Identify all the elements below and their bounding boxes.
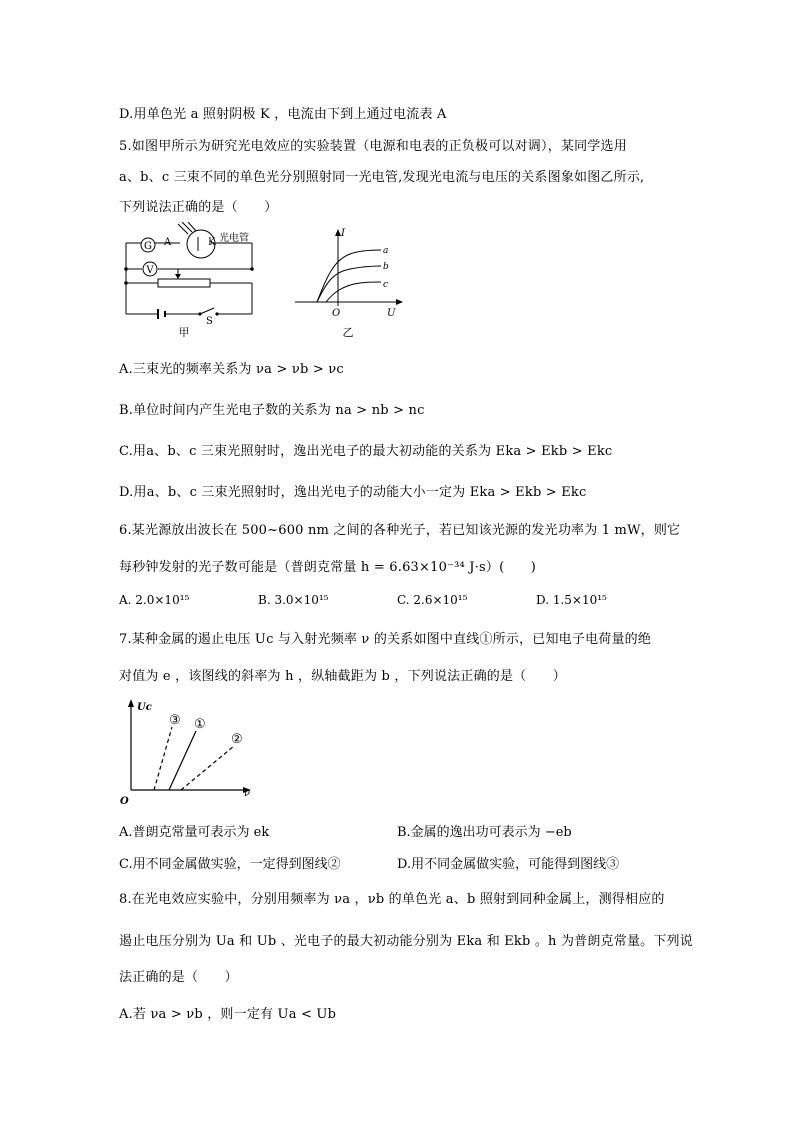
q7-option-d: D.用不同金属做实验，可能得到图线③ <box>397 857 620 872</box>
q6-stem-line-2: 每秒钟发射的光子数可能是（普朗克常量 h = 6.63×10⁻³⁴ J·s）( ) <box>119 560 537 575</box>
figure-caption-yi: 乙 <box>342 326 354 339</box>
q5-option-b: B.单位时间内产生光电子数的关系为 na > nb > nc <box>119 403 425 418</box>
curve-a-label: a <box>383 246 389 256</box>
q4-option-d: D.用单色光 a 照射阴极 K ，电流由下到上通过电流表 A <box>119 107 447 122</box>
q5-option-c: C.用a、b、c 三束光照射时，逸出光电子的最大初动能的关系为 Eka > Ekb > Ekc <box>119 444 613 459</box>
q5-circuit-figure <box>118 222 258 340</box>
q5-option-a: A.三束光的频率关系为 νa > νb > νc <box>119 362 344 377</box>
origin-label: O <box>120 796 129 807</box>
q6-option-a: A. 2.0×10¹⁵ <box>119 593 190 607</box>
q5-stem-line-3: 下列说法正确的是（ ） <box>119 200 278 215</box>
phototube-label: 光电管 <box>219 233 249 244</box>
curve-b-label: b <box>383 262 389 272</box>
curve-c-label: c <box>383 280 389 290</box>
q5-stem-line-2: a、b、c 三束不同的单色光分别照射同一光电管,发现光电流与电压的关系图象如图乙所示, <box>119 170 645 185</box>
line-3 <box>154 727 172 790</box>
q5-iu-graph <box>292 226 412 344</box>
q5-stem-line-1: 5.如图甲所示为研究光电效应的实验装置（电源和电表的正负极可以对调），某同学选用 <box>119 139 627 154</box>
curve-c <box>326 282 381 302</box>
q6-option-b: B. 3.0×10¹⁵ <box>258 593 329 607</box>
line-3-label: ③ <box>169 713 181 728</box>
galvanometer-label: G <box>144 241 152 252</box>
q6-stem-line-1: 6.某光源放出波长在 500~600 nm 之间的各种光子，若已知该光源的发光功率为 1 mW，则它 <box>119 523 681 538</box>
switch-label: S <box>206 316 213 327</box>
q7-option-c: C.用不同金属做实验，一定得到图线② <box>119 857 341 872</box>
line-1-label: ① <box>194 717 206 732</box>
curve-b <box>317 266 381 302</box>
figure-caption-jia: 甲 <box>178 326 190 339</box>
q7-uc-nu-graph <box>114 693 264 808</box>
q6-option-d: D. 1.5×10¹⁵ <box>536 593 607 607</box>
line-2-label: ② <box>231 732 243 747</box>
q7-stem-line-2: 对值为 e ，该图线的斜率为 h ，纵轴截距为 b ，下列说法正确的是（ ） <box>119 669 566 684</box>
cathode-label: K <box>208 237 216 248</box>
anode-label: A <box>164 237 172 248</box>
q8-stem-line-3: 法正确的是（ ） <box>119 970 238 985</box>
q6-option-c: C. 2.6×10¹⁵ <box>397 593 468 607</box>
curve-a <box>317 250 381 302</box>
voltage-axis-label: U <box>387 308 396 319</box>
q7-option-b: B.金属的逸出功可表示为 −eb <box>397 825 572 840</box>
nu-axis-label: ν <box>244 788 251 799</box>
q7-stem-line-1: 7.某种金属的遏止电压 Uc 与入射光频率 ν 的关系如图中直线①所示，已知电子电荷量的绝 <box>119 632 652 647</box>
current-axis-label: I <box>341 228 345 239</box>
voltmeter-label: V <box>146 265 154 276</box>
q8-stem-line-2: 遏止电压分别为 Ua 和 Ub 、光电子的最大初动能分别为 Eka 和 Ekb 。h 为普朗克常量。下列说 <box>119 934 693 949</box>
origin-label: O <box>332 308 341 319</box>
q8-option-a: A.若 νa > νb ，则一定有 Ua < Ub <box>119 1007 337 1022</box>
q5-option-d: D.用a、b、c 三束光照射时，逸出光电子的动能大小一定为 Eka > Ekb > Ekc <box>119 485 587 500</box>
q7-option-a: A.普朗克常量可表示为 ek <box>119 825 270 840</box>
uc-axis-label: Uc <box>137 702 152 713</box>
q8-stem-line-1: 8.在光电效应实验中，分别用频率为 νa ，νb 的单色光 a、b 照射到同种金属上，测得相应的 <box>119 892 665 907</box>
line-2 <box>181 746 234 790</box>
